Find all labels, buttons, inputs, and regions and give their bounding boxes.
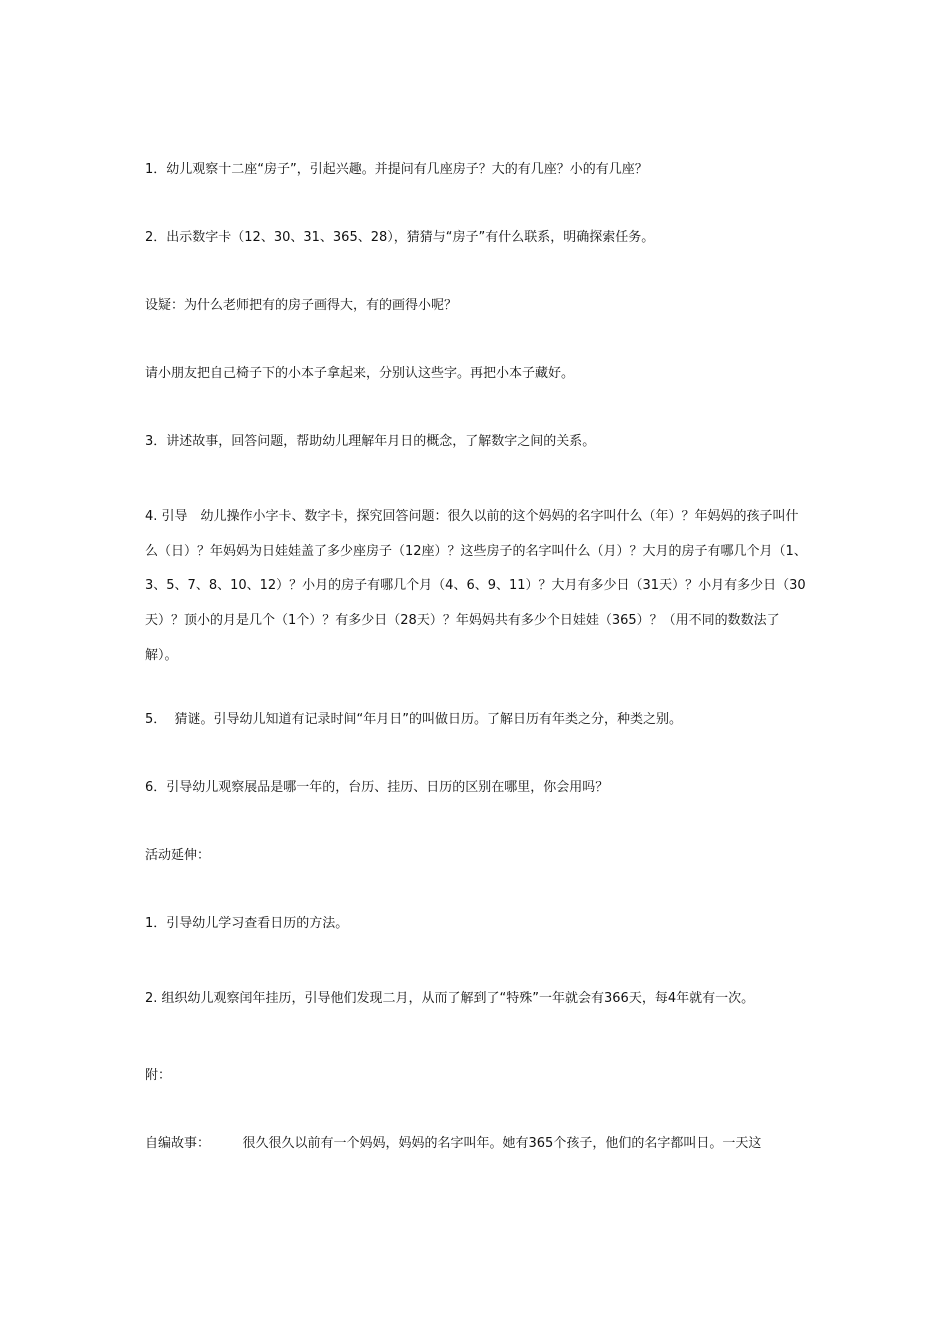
paragraph-extension-heading: 活动延伸： [145,847,211,863]
paragraph-step-2: 2．出示数字卡（12、30、31、365、28），猜猜与“房子”有什么联系，明确探索任务。 [145,230,655,245]
paragraph-step-6: 6．引导幼儿观察展品是哪一年的，台历、挂历、日历的区别在哪里，你会用吗？ [145,779,609,795]
paragraph-step-3: 3．讲述故事，回答问题，帮助幼儿理解年月日的概念，了解数字之间的关系。 [145,434,596,449]
paragraph-step-5: 5． 猜谜。引导幼儿知道有记录时间“年月日”的叫做日历。了解日历有年类之分，种类之别。 [145,711,683,727]
paragraph-instruction: 请小朋友把自己椅子下的小本子拿起来，分别认这些字。再把小本子藏好。 [145,366,575,381]
paragraph-step-1: 1．幼儿观察十二座“房子”，引起兴趣。并提问有几座房子？大的有几座？小的有几座？ [145,162,648,177]
document-body [145,160,810,1154]
paragraph-question: 设疑：为什么老师把有的房子画得大，有的画得小呢？ [145,298,458,313]
paragraph-story: 自编故事： 很久很久以前有一个妈妈，妈妈的名字叫年。她有365个孩子，他们的名字都叫日。一天这 [145,1135,762,1151]
paragraph-step-4: 4. 引导 幼儿操作小字卡、数字卡，探究回答问题：很久以前的这个妈妈的名字叫什么（年）？年妈妈的孩子叫什么（日）？年妈妈为日娃娃盖了多少座房子（12座）？这些房子的名字叫什么（月）？大月的房子有哪几个月（1、3、5、7、8、10、12）？小月的房子有哪几个月（4、6、9、11）？大月有多少日（31天）？小月有多少日（30天）？顶小的月是几个（1个）？有多少日（28天）？年妈妈共有多少个日娃娃（365）？（用不同的数数法了解）。 [145,509,807,663]
paragraph-annex-heading: 附： [145,1067,172,1083]
paragraph-extension-2: 2. 组织幼儿观察闰年挂历，引导他们发现二月，从而了解到了“特殊”一年就会有366天，每4年就有一次。 [145,990,755,1006]
paragraph-extension-1: 1．引导幼儿学习查看日历的方法。 [145,915,349,931]
